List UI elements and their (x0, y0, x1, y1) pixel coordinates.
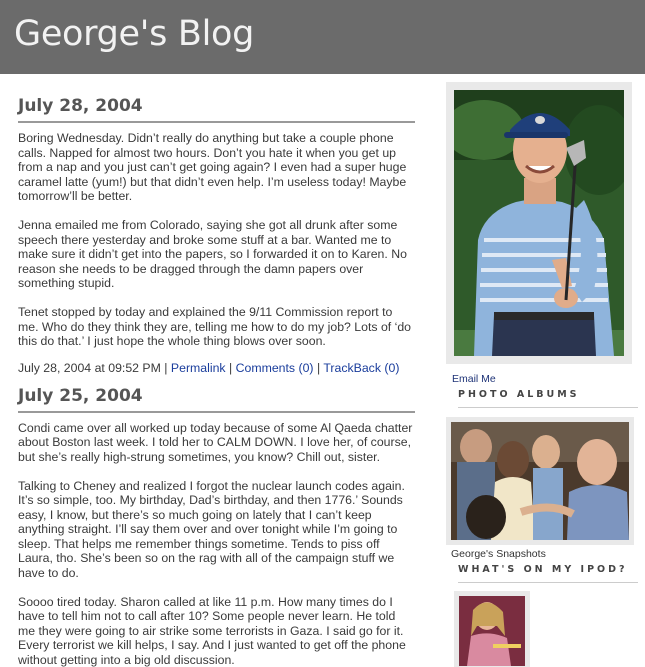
footer-separator: | (229, 360, 233, 375)
snapshot-photo[interactable] (451, 422, 629, 540)
golfer-portrait-image (454, 90, 624, 356)
ipod-heading: WHAT'S ON MY IPOD? (458, 564, 638, 583)
permalink-link[interactable]: Permalink (170, 360, 226, 375)
post-timestamp: July 28, 2004 at 09:52 PM | (18, 360, 168, 375)
comments-link[interactable]: Comments (0) (235, 360, 314, 375)
album-cover-image (459, 596, 525, 666)
album-cover-frame[interactable] (454, 591, 530, 667)
post-footer (18, 361, 415, 375)
photo-albums-heading: PHOTO ALBUMS (458, 389, 638, 408)
post-paragraph: Boring Wednesday. Didn’t really do anything but take a couple phone calls. Napped for almost two hours. Don’t you hate it when you get up from a nap and you just can’t get going again? I even had a super huge caramel latte (yum!) but that didn’t even help. I’m useless today! Maybe tomorrow’ll be better. (18, 131, 407, 204)
snapshot-photo-frame[interactable] (446, 417, 634, 545)
post-paragraph: Talking to Cheney and realized I forgot the nuclear launch codes again. It’s so simple, too. My birthday, Dad’s birthday, and then 1776.’ Sounds easy, I know, but there’s so much going on lately that I can’t keep anything straight. I’ll say them over and over tonight while I’m going to sleep. That helps me remember things sometime. Tends to piss off Laura, tho. She’s been so on the rag with all of the campaign stuff we have to do. (18, 478, 405, 581)
profile-photo-frame (446, 82, 632, 364)
blog-title[interactable]: George's Blog (14, 14, 255, 54)
footer-separator: | (316, 360, 321, 375)
profile-photo (454, 90, 624, 356)
main-content (18, 96, 415, 667)
email-me-link[interactable]: Email Me (452, 373, 496, 385)
post-date-heading: July 25, 2004 (18, 386, 415, 413)
sidebar (446, 82, 641, 667)
post-date-heading: July 28, 2004 (18, 96, 415, 123)
blog-header (0, 0, 645, 74)
post-paragraph: Soooo tired today. Sharon called at like 11 p.m. How many times do I have to tell him not to call after 10? Some people never learn. He told me they were going to air strike some terrorists in Gaza. I said go for it. Every terrorist we kill helps, I say. And I just wanted to get off the phone without getting into a big old discussion. (18, 594, 406, 667)
snapshots-caption[interactable]: George's Snapshots (451, 548, 546, 560)
post-paragraph: Tenet stopped by today and explained the 9/11 Commission report to me. Who do they think they are, telling me how to do my job? Lots of ‘do this do that.’ I just hope the whole thing blows over soon. (18, 304, 412, 349)
post-paragraph: Jenna emailed me from Colorado, saying she got all drunk after some speech there yesterday and broke some stuff at a bar. Wanted me to make sure it didn’t get into the papers, so I forwarded it on to Karen. No reason she needs to be dragged through the damn papers over something stupid. (18, 217, 407, 291)
post-paragraph: Condi came over all worked up today because of some Al Qaeda chatter about Boston last week. I told her to CALM DOWN. I love her, of course, but she’s really high-strung sometimes, you know? Chill out, sister. (18, 420, 413, 464)
trackback-link[interactable]: TrackBack (0) (323, 360, 400, 375)
crowd-photo-image (451, 422, 629, 540)
album-cover[interactable] (459, 596, 525, 666)
post (18, 386, 415, 667)
post (18, 96, 415, 375)
